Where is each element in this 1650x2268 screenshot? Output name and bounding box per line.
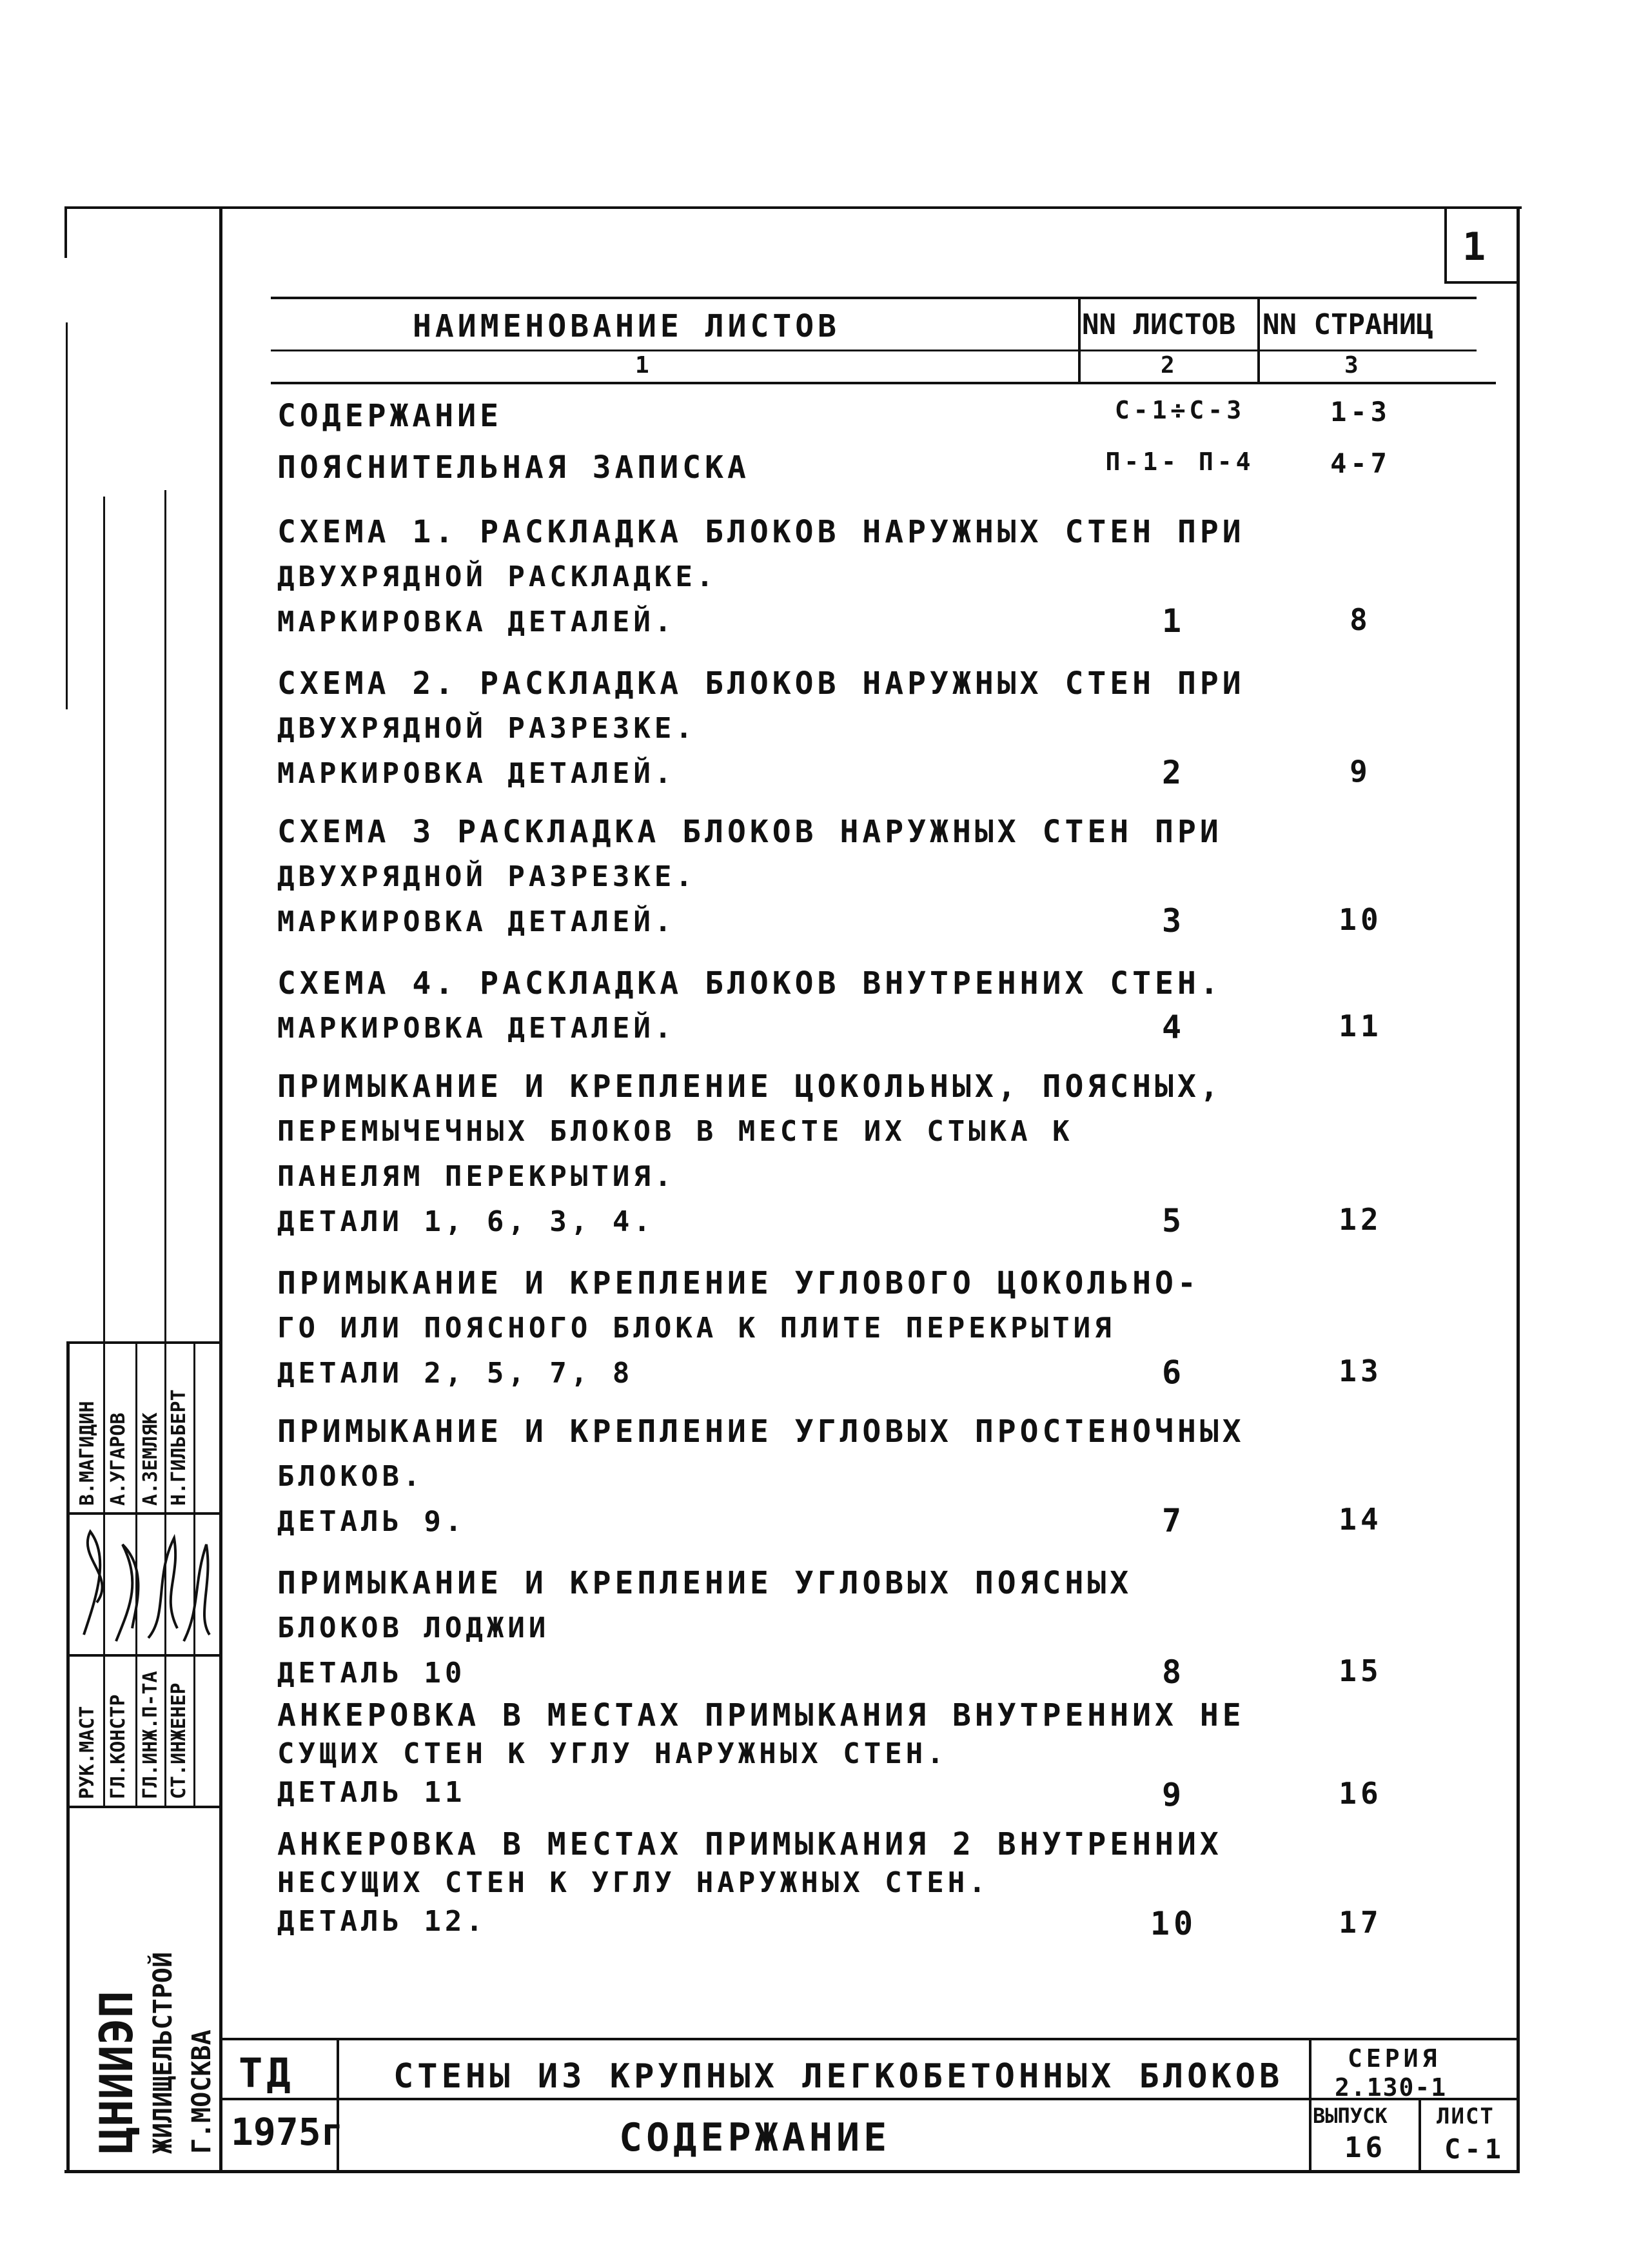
- tb-issue-label: ВЫПУСК: [1313, 2104, 1388, 2128]
- row-page-number: 8: [1350, 602, 1371, 637]
- row-page-number: 12: [1339, 1202, 1382, 1237]
- stamp-name-4: Н.ГИЛЬБЕРТ: [168, 1389, 190, 1506]
- row-sheet-number: С-1÷С-3: [1114, 396, 1246, 424]
- header-mid-rule: [271, 350, 1477, 351]
- frame-top: [64, 206, 1522, 209]
- row-sheet-number: 3: [1161, 902, 1186, 940]
- row-text-line: ДВУХРЯДНОЙ РАЗРЕЗКЕ.: [277, 860, 696, 893]
- row-text-line: ПЕРЕМЫЧЕЧНЫХ БЛОКОВ В МЕСТЕ ИХ СТЫКА К: [277, 1115, 1074, 1148]
- row-page-number: 13: [1339, 1354, 1382, 1388]
- stamp-top: [67, 1341, 222, 1344]
- tb-sheet-label: ЛИСТ: [1437, 2104, 1495, 2129]
- stamp-name-3: А.ЗЕМЛЯК: [139, 1412, 162, 1506]
- stamp-name-2: А.УГАРОВ: [107, 1412, 130, 1506]
- table-row: [277, 1696, 1245, 1812]
- side-strip-mark2: [66, 322, 68, 709]
- stamp-name-1: В.МАГИДИН: [76, 1401, 99, 1506]
- row-text-line: ПРИМЫКАНИЕ И КРЕПЛЕНИЕ УГЛОВЫХ ПОЯСНЫХ: [277, 1565, 1133, 1601]
- row-page-number: 10: [1339, 902, 1382, 937]
- row-sheet-number: 4: [1161, 1009, 1186, 1046]
- stamp-left: [67, 1341, 70, 2170]
- tb-title: СТЕНЫ ИЗ КРУПНЫХ ЛЕГКОБЕТОННЫХ БЛОКОВ: [393, 2057, 1284, 2096]
- org-name-1: ЦНИИЭП: [90, 1991, 143, 2154]
- row-text-line: ДЕТАЛЬ 12.: [277, 1905, 487, 1938]
- tb-div-sheet: [1419, 2098, 1421, 2172]
- stamp-role-2: ГЛ.КОНСТР: [107, 1694, 130, 1799]
- row-page-number: 14: [1339, 1502, 1382, 1537]
- row-text-line: ГО ИЛИ ПОЯСНОГО БЛОКА К ПЛИТЕ ПЕРЕКРЫТИЯ: [277, 1312, 1115, 1345]
- row-sheet-number: 1: [1161, 602, 1186, 640]
- header-num-2: 2: [1161, 352, 1179, 379]
- row-text-line: СХЕМА 3 РАСКЛАДКА БЛОКОВ НАРУЖНЫХ СТЕН ПРИ: [277, 814, 1223, 850]
- header-col-div-2: [1257, 297, 1260, 384]
- row-sheet-number: 6: [1161, 1354, 1186, 1391]
- row-text-line: ДВУХРЯДНОЙ РАЗРЕЗКЕ.: [277, 712, 696, 745]
- frame-bottom: [64, 2170, 1520, 2173]
- table-row: [277, 1409, 1245, 1544]
- header-col-div-1: [1078, 297, 1081, 384]
- row-text-line: ДЕТАЛЬ 10: [277, 1657, 466, 1690]
- table-row: [277, 393, 1115, 439]
- row-page-number: 9: [1350, 754, 1371, 789]
- row-page-number: 16: [1339, 1776, 1382, 1811]
- stamp-role-3: ГЛ.ИНЖ.П-ТА: [139, 1671, 162, 1799]
- row-text-line: СХЕМА 1. РАСКЛАДКА БЛОКОВ НАРУЖНЫХ СТЕН ПРИ: [277, 514, 1245, 550]
- table-row: [277, 961, 1223, 1051]
- table-row: [277, 661, 1245, 796]
- table-row: [277, 1261, 1200, 1396]
- table-row: [277, 1064, 1223, 1245]
- tb-top-rule: [222, 2038, 1518, 2040]
- page-number: 1: [1462, 224, 1490, 270]
- row-text-line: ДЕТАЛИ 1, 6, 3, 4.: [277, 1205, 654, 1238]
- page-box-left: [1444, 206, 1447, 284]
- row-sheet-number: 5: [1161, 1202, 1186, 1239]
- frame-right: [1517, 206, 1520, 2173]
- row-text-line: МАРКИРОВКА ДЕТАЛЕЙ.: [277, 757, 676, 790]
- stamp-role-1: РУК.МАСТ: [76, 1706, 99, 1799]
- row-sheet-number: П-1- П-4: [1105, 448, 1255, 476]
- row-text-line: БЛОКОВ.: [277, 1460, 424, 1493]
- side-strip-mark: [64, 206, 67, 258]
- row-text-line: БЛОКОВ ЛОДЖИИ: [277, 1612, 550, 1644]
- tb-series-label: СЕРИЯ: [1348, 2044, 1441, 2073]
- table-row: [277, 1561, 1133, 1696]
- row-text-line: ДВУХРЯДНОЙ РАСКЛАДКЕ.: [277, 560, 718, 593]
- frame-left-main: [219, 206, 222, 2173]
- row-text-line: ПРИМЫКАНИЕ И КРЕПЛЕНИЕ ЦОКОЛЬНЫХ, ПОЯСНЫХ,: [277, 1069, 1223, 1105]
- header-num-1: 1: [635, 352, 653, 379]
- stamp-row-3: [67, 1806, 222, 1808]
- row-sheet-number: 9: [1161, 1776, 1186, 1813]
- row-text-line: СХЕМА 4. РАСКЛАДКА БЛОКОВ ВНУТРЕННИХ СТЕН.: [277, 965, 1223, 1001]
- row-page-number: 1-3: [1330, 396, 1391, 428]
- table-row: [277, 509, 1245, 645]
- tb-series-value: 2.130-1: [1335, 2073, 1448, 2102]
- row-text-line: МАРКИРОВКА ДЕТАЛЕЙ.: [277, 905, 676, 938]
- row-text-line: ПРИМЫКАНИЕ И КРЕПЛЕНИЕ УГЛОВЫХ ПРОСТЕНОЧНЫХ: [277, 1414, 1245, 1450]
- table-row: [277, 809, 1223, 945]
- row-text-line: ПРИМЫКАНИЕ И КРЕПЛЕНИЕ УГЛОВОГО ЦОКОЛЬНО-: [277, 1265, 1200, 1301]
- row-text-line: СУЩИХ СТЕН К УГЛУ НАРУЖНЫХ СТЕН.: [277, 1737, 948, 1770]
- row-page-number: 15: [1339, 1653, 1382, 1688]
- header-sheets: NN ЛИСТОВ: [1082, 308, 1236, 341]
- header-pages: NN СТРАНИЦ: [1262, 308, 1433, 341]
- tb-subtitle: СОДЕРЖАНИЕ: [619, 2115, 891, 2160]
- row-text-line: АНКЕРОВКА В МЕСТАХ ПРИМЫКАНИЯ 2 ВНУТРЕННИХ: [277, 1826, 1223, 1862]
- tb-div-right: [1309, 2038, 1311, 2172]
- stamp-row-2: [67, 1654, 222, 1657]
- strip-col-a: [103, 497, 105, 1341]
- table-row: [277, 445, 1115, 490]
- row-text-line: ПАНЕЛЯМ ПЕРЕКРЫТИЯ.: [277, 1160, 676, 1193]
- row-text-line: ДЕТАЛИ 2, 5, 7, 8: [277, 1357, 634, 1390]
- tb-sheet-value: С-1: [1444, 2133, 1505, 2165]
- row-sheet-number: 2: [1161, 754, 1186, 791]
- row-text-line: СХЕМА 2. РАСКЛАДКА БЛОКОВ НАРУЖНЫХ СТЕН ПРИ: [277, 666, 1245, 702]
- row-text-line: ДЕТАЛЬ 11: [277, 1776, 466, 1809]
- tb-mid-rule: [222, 2098, 1518, 2100]
- signatures-image: [71, 1519, 219, 1651]
- row-text-line: НЕСУЩИХ СТЕН К УГЛУ НАРУЖНЫХ СТЕН.: [277, 1866, 990, 1899]
- strip-col-b: [164, 490, 166, 1341]
- row-text-line: ПОЯСНИТЕЛЬНАЯ ЗАПИСКА: [277, 449, 750, 486]
- row-text-line: МАРКИРОВКА ДЕТАЛЕЙ.: [277, 1012, 676, 1045]
- row-page-number: 11: [1339, 1009, 1382, 1043]
- org-name-2: ЖИЛИЩЕЛЬСТРОЙ: [148, 1951, 178, 2154]
- tb-code: ТД: [239, 2049, 295, 2096]
- row-sheet-number: 8: [1161, 1653, 1186, 1691]
- org-name-3: Г.МОСКВА: [187, 2029, 217, 2154]
- row-text-line: СОДЕРЖАНИЕ: [277, 398, 502, 434]
- row-text-line: АНКЕРОВКА В МЕСТАХ ПРИМЫКАНИЯ ВНУТРЕННИХ НЕ: [277, 1697, 1245, 1733]
- row-page-number: 4-7: [1330, 448, 1391, 479]
- row-page-number: 17: [1339, 1905, 1382, 1940]
- header-bottom-rule: [271, 382, 1496, 384]
- tb-issue-value: 16: [1344, 2131, 1386, 2164]
- stamp-role-4: СТ.ИНЖЕНЕР: [168, 1682, 190, 1799]
- header-name: НАИМЕНОВАНИЕ ЛИСТОВ: [413, 308, 841, 344]
- row-text-line: МАРКИРОВКА ДЕТАЛЕЙ.: [277, 606, 676, 638]
- tb-year: 1975г: [231, 2110, 344, 2154]
- stamp-row-1: [67, 1512, 222, 1515]
- row-sheet-number: 10: [1150, 1905, 1197, 1942]
- header-top-rule: [271, 297, 1477, 299]
- page-box-bottom: [1444, 281, 1520, 284]
- header-num-3: 3: [1344, 352, 1362, 379]
- row-sheet-number: 7: [1161, 1502, 1186, 1539]
- row-text-line: ДЕТАЛЬ 9.: [277, 1505, 466, 1538]
